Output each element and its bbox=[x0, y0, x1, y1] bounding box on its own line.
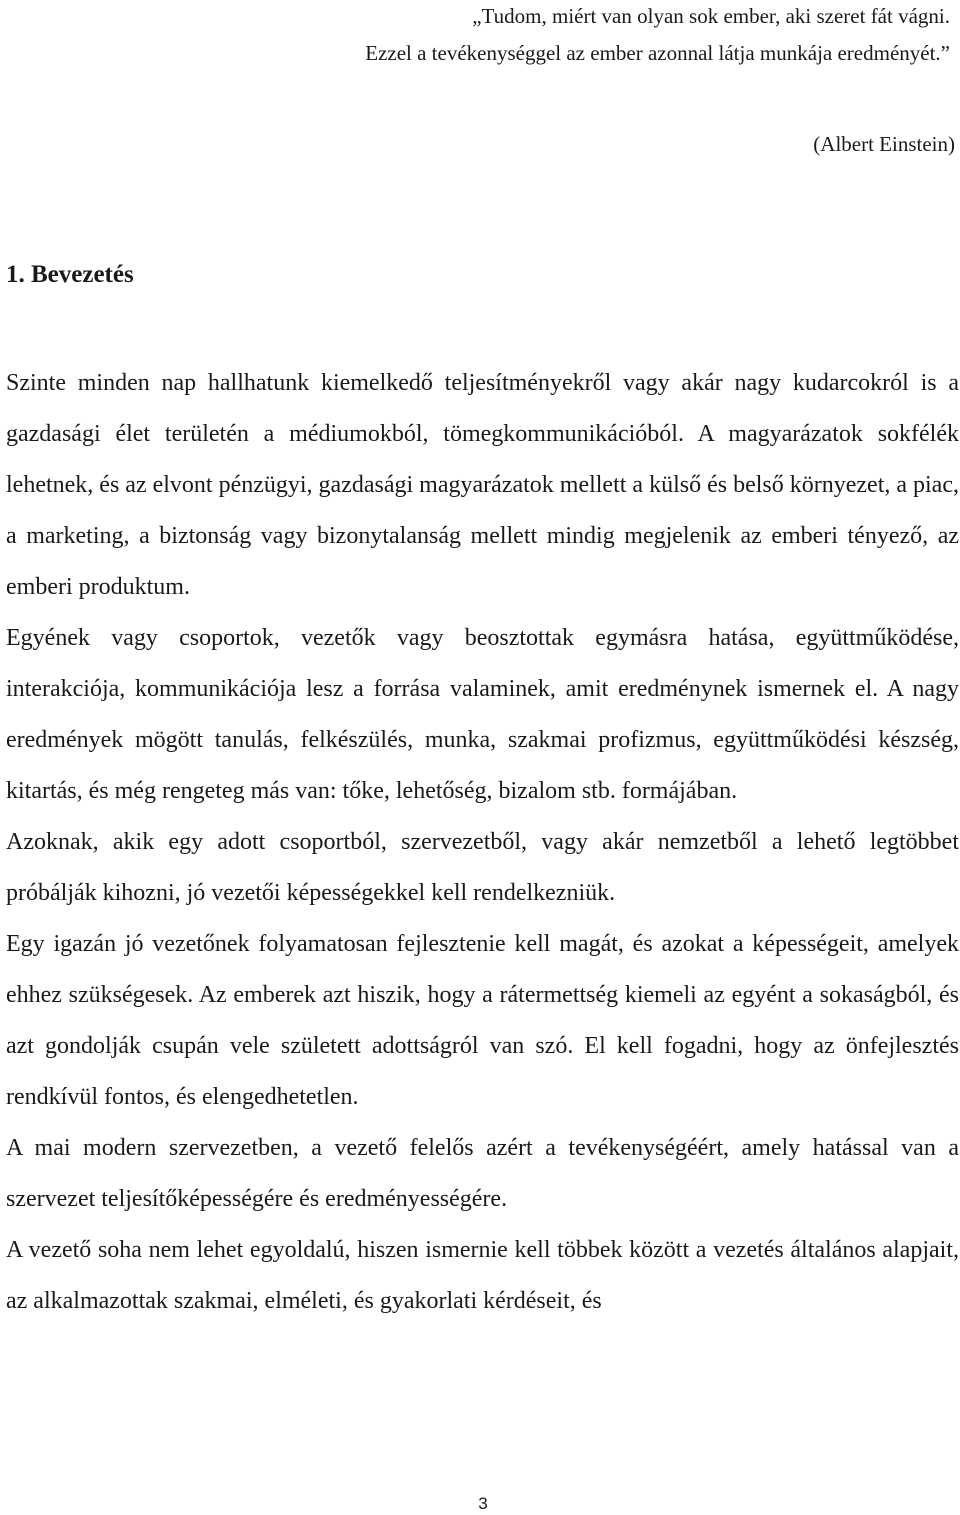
paragraph: Szinte minden nap hallhatunk kiemelkedő teljesítményekről vagy akár nagy kudarcokról is a gazdasági élet területén a médiumokból, tömegkommunikációból. A magyarázatok sokfélék lehetnek, és az elvont pénzügyi, gazdasági magyarázatok mellett a külső és belső környezet, a piac, a marketing, a biztonság vagy bizonytalanság mellett mindig megjelenik az emberi tényező, az emberi produktum. bbox=[6, 370, 959, 600]
motto-author: (Albert Einstein) bbox=[813, 132, 955, 156]
motto-line: Ezzel a tevékenységgel az ember azonnal látja munkája eredményét.” bbox=[365, 41, 950, 65]
section-heading: 1. Bevezetés bbox=[6, 261, 134, 288]
paragraph: A mai modern szervezetben, a vezető felelős azért a tevékenységéért, amely hatással van a szervezet teljesítőképességére és eredményességére. bbox=[6, 1135, 959, 1212]
page-number: 3 bbox=[478, 1494, 488, 1513]
body-text bbox=[6, 358, 959, 1327]
paragraph: Egy igazán jó vezetőnek folyamatosan fejlesztenie kell magát, és azokat a képességeit, amelyek ehhez szükségesek. Az emberek azt hiszik, hogy a rátermettség kiemeli az egyént a sokaságból, és azt gondolják csupán vele született adottságról van szó. El kell fogadni, hogy az önfejlesztés rendkívül fontos, és elengedhetetlen. bbox=[6, 931, 959, 1110]
paragraph: Egyének vagy csoportok, vezetők vagy beosztottak egymásra hatása, együttműködése, interakciója, kommunikációja lesz a forrása valaminek, amit eredménynek ismernek el. A nagy eredmények mögött tanulás, felkészülés, munka, szakmai profizmus, együttműködési készség, kitartás, és még rengeteg más van: tőke, lehetőség, bizalom stb. formájában. bbox=[6, 625, 959, 804]
paragraph: A vezető soha nem lehet egyoldalú, hiszen ismernie kell többek között a vezetés általános alapjait, az alkalmazottak szakmai, elméleti, és gyakorlati kérdéseit, és bbox=[6, 1237, 959, 1314]
paragraph: Azoknak, akik egy adott csoportból, szervezetből, vagy akár nemzetből a lehető legtöbbet próbálják kihozni, jó vezetői képességekkel kell rendelkezniük. bbox=[6, 829, 959, 906]
motto-line: „Tudom, miért van olyan sok ember, aki szeret fát vágni. bbox=[472, 4, 950, 28]
